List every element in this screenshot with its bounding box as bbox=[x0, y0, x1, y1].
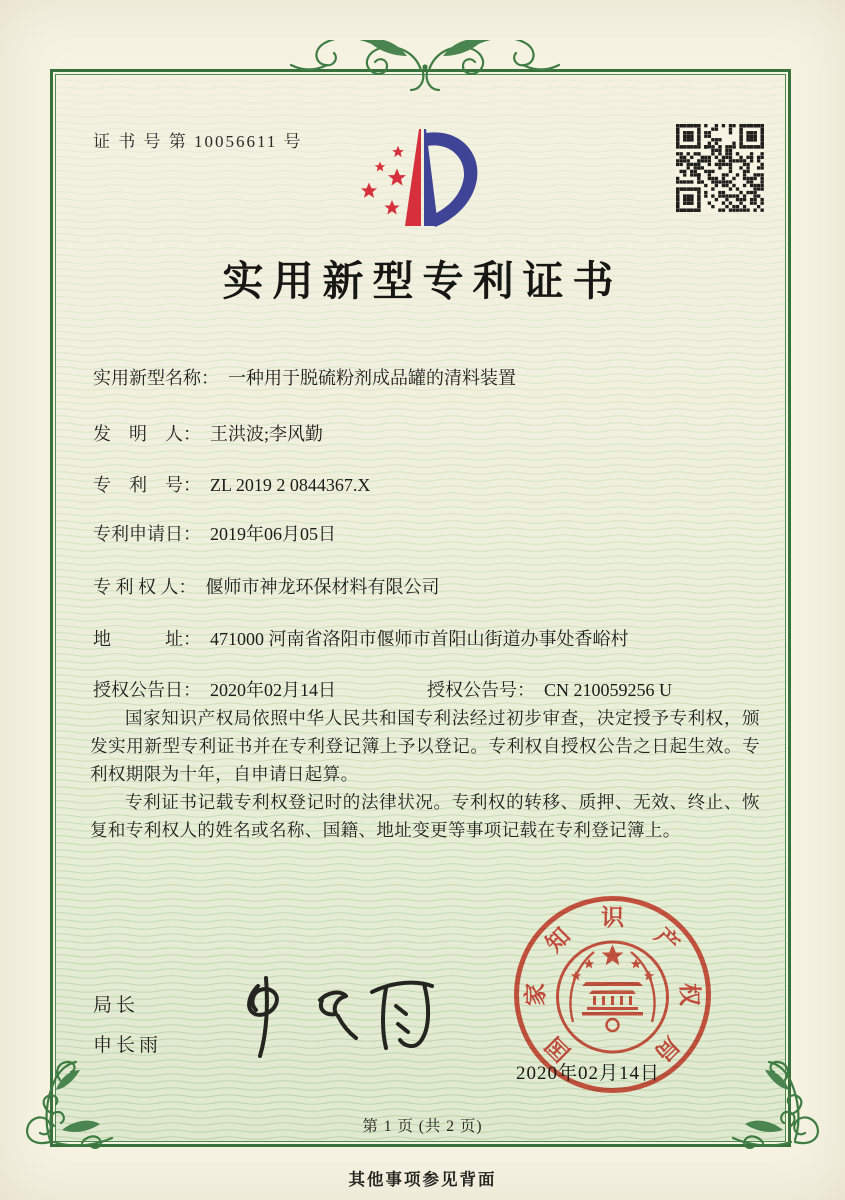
field-row-inventors bbox=[93, 420, 765, 446]
field-value: 偃师市神龙环保材料有限公司 bbox=[205, 577, 440, 597]
grant-number-pair bbox=[427, 676, 672, 702]
page-indicator: 第 1 页 (共 2 页) bbox=[362, 1118, 483, 1135]
certificate-title: 实用新型专利证书 bbox=[222, 258, 623, 304]
grant-date-label: 授权公告日： bbox=[93, 680, 201, 700]
director-signature bbox=[220, 958, 455, 1073]
grant-date-value: 2020年02月14日 bbox=[210, 680, 336, 700]
seal-date: 2020年02月14日 bbox=[516, 1063, 661, 1084]
field-row-patentee bbox=[93, 573, 765, 599]
svg-text:知: 知 bbox=[541, 923, 576, 958]
field-row-address bbox=[93, 625, 765, 651]
field-label: 地 址： bbox=[93, 629, 201, 649]
field-row-filing-date bbox=[93, 520, 765, 546]
grant-row bbox=[93, 676, 765, 702]
certificate-number: 证 书 号 第 10056611 号 bbox=[93, 132, 303, 151]
svg-text:局: 局 bbox=[649, 1031, 684, 1066]
svg-text:国: 国 bbox=[541, 1031, 576, 1066]
field-row-invention-name bbox=[93, 364, 765, 390]
legal-text bbox=[90, 704, 760, 844]
signer-name: 申长雨 bbox=[93, 1035, 163, 1056]
legal-paragraph-2: 专利证书记载专利权登记时的法律状况。专利权的转移、质押、无效、终止、恢复和专利权人的姓名或名称、国籍、地址变更等事项记载在专利登记簿上。 bbox=[90, 792, 760, 840]
legal-paragraph-1: 国家知识产权局依照中华人民共和国专利法经过初步审查，决定授予专利权，颁发实用新型专利证书并在专利登记簿上予以登记。专利权自授权公告之日起生效。专利权期限为十年，自申请日起算。 bbox=[90, 708, 760, 784]
signer-title: 局长 bbox=[93, 995, 140, 1016]
svg-text:产: 产 bbox=[649, 923, 684, 958]
field-value: 2019年06月05日 bbox=[210, 524, 336, 544]
cnipa-logo bbox=[348, 120, 498, 238]
qr-code bbox=[676, 124, 764, 212]
grant-number-value: CN 210059256 U bbox=[544, 680, 673, 700]
back-note: 其他事项参见背面 bbox=[348, 1170, 497, 1189]
field-value: 王洪波;李风勤 bbox=[210, 424, 324, 444]
field-label: 专利申请日： bbox=[93, 524, 201, 544]
svg-text:家: 家 bbox=[523, 983, 548, 1006]
field-label: 专 利 权 人： bbox=[93, 577, 197, 597]
field-row-patent-number bbox=[93, 471, 765, 497]
svg-text:权: 权 bbox=[677, 983, 702, 1006]
logo-tower-red bbox=[405, 129, 421, 226]
field-value: 471000 河南省洛阳市偃师市首阳山街道办事处香峪村 bbox=[210, 629, 629, 649]
field-label: 发 明 人： bbox=[93, 424, 201, 444]
logo-stars bbox=[361, 146, 406, 215]
field-value: ZL 2019 2 0844367.X bbox=[210, 475, 371, 495]
field-value: 一种用于脱硫粉剂成品罐的清料装置 bbox=[228, 368, 516, 388]
grant-number-label: 授权公告号： bbox=[427, 680, 535, 700]
field-label: 实用新型名称： bbox=[93, 368, 219, 388]
svg-text:识: 识 bbox=[601, 905, 624, 930]
field-label: 专 利 号： bbox=[93, 475, 201, 495]
national-emblem bbox=[558, 942, 668, 1052]
